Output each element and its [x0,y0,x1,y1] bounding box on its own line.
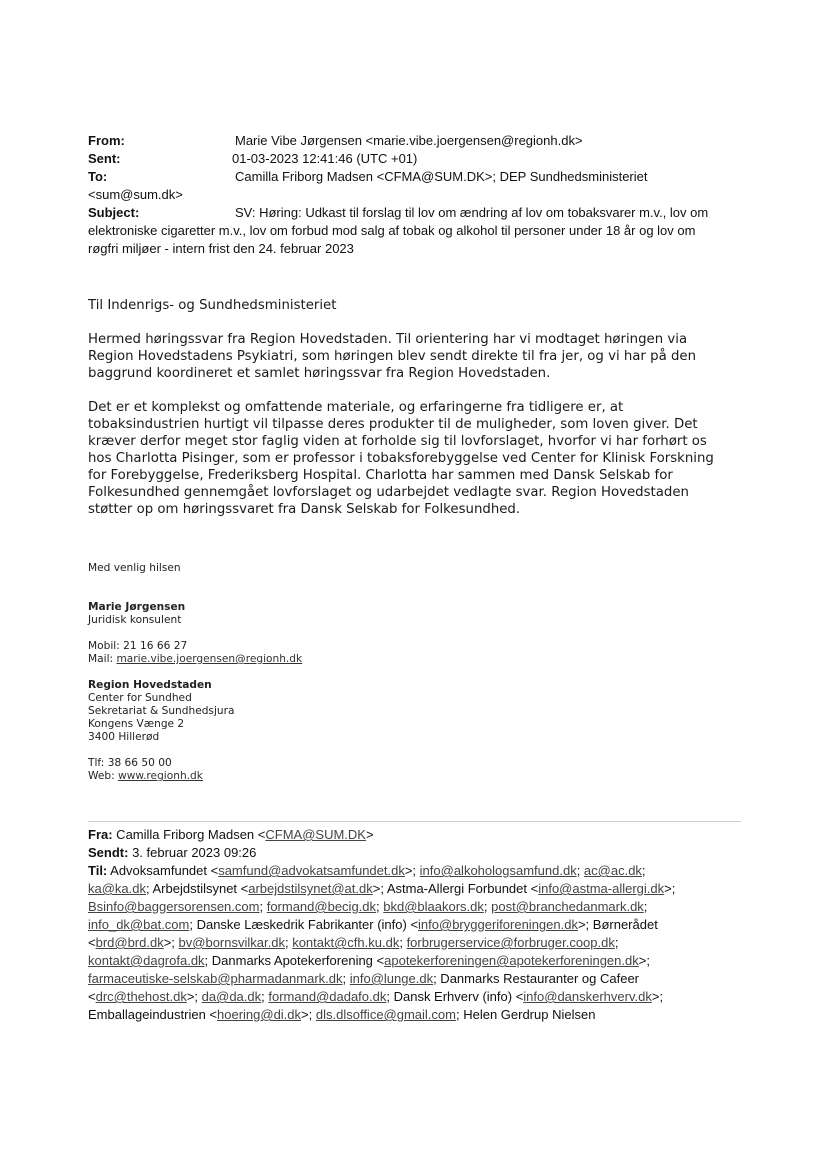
recipient-text: >; Astma-Allergi Forbundet < [372,881,539,896]
recipient-email-link[interactable]: ac@ac.dk [583,863,642,878]
recipient-email-link[interactable]: kontakt@dagrofa.dk [88,953,205,968]
fwd-from-row [88,826,748,844]
greeting-line: Til Indenrigs- og Sundhedsministeriet [88,298,337,313]
recipient-email-link[interactable]: info@astma-allergi.dk [538,881,665,896]
signature-title: Juridisk konsulent [88,614,182,626]
signature-org: Region Hovedstaden [88,679,212,691]
fwd-to-line [88,952,748,970]
recipient-email-link[interactable]: ka@ka.dk [88,881,146,896]
recipient-text: Emballageindustrien < [88,1007,217,1022]
recipient-text: ; Danmarks Restauranter og Cafeer [433,971,640,986]
web-prefix: Web: [88,770,119,782]
paragraph-line: baggrund koordineret et samlet høringssvar fra Region Hovedstaden. [88,366,551,381]
recipient-text: ; [261,989,269,1004]
fwd-to-line [88,988,748,1006]
org-line: Sekretariat & Sundhedsjura [88,705,235,717]
recipient-email-link[interactable]: info@bryggeriforeningen.dk [418,917,578,932]
recipient-text: ; [576,863,584,878]
paragraph-line: for Forebyggelse, Frederiksberg Hospital. Charlotta har sammen med Dansk Selskab for [88,468,673,483]
org-line: Kongens Vænge 2 [88,718,185,730]
sent-value: 01-03-2023 12:41:46 (UTC +01) [232,151,418,166]
recipient-text: ; Arbejdstilsynet < [146,881,249,896]
paragraph-line: Hermed høringssvar fra Region Hovedstaden. Til orientering har vi modtaget høringen via [88,332,688,347]
fwd-to-line [88,1006,748,1024]
recipient-email-link[interactable]: dls.dlsoffice@gmail.com [315,1007,456,1022]
paragraph-line: Det er et komplekst og omfattende materiale, og erfaringerne fra tidligere er, at [88,400,624,415]
subject-value: SV: Høring: Udkast til forslag til lov om ændring af lov om tobaksvarer m.v., lov om [235,205,709,220]
paragraph-line: Region Hovedstadens Psykiatri, som høringen blev sendt direkte til fra jer, og vi har på den [88,349,696,364]
org-line: Center for Sundhed [88,692,192,704]
from-value: Marie Vibe Jørgensen <marie.vibe.joergensen@regionh.dk> [235,133,583,148]
fwd-sent-row [88,844,748,862]
recipient-text: ; [399,935,407,950]
signature-mobile: Mobil: 21 16 66 27 [88,640,188,652]
fwd-to-line [88,862,748,880]
signature-web-row [88,770,302,783]
mail-link[interactable]: marie.vibe.joergensen@regionh.dk [116,653,303,665]
recipient-email-link[interactable]: hoering@di.dk [217,1007,302,1022]
fwd-to-line [88,970,748,988]
paragraph-2 [88,399,738,518]
recipient-email-link[interactable]: info@lunge.dk [349,971,434,986]
recipient-text: ; [643,899,648,914]
recipient-text: >; [163,935,179,950]
recipient-text: ; Dansk Erhverv (info) < [386,989,524,1004]
recipient-text: >; [651,989,664,1004]
recipient-email-link[interactable]: Bsinfo@baggersorensen.com [88,899,260,914]
recipient-text: >; Børnerådet [577,917,658,932]
fwd-to-recipients [88,862,748,1024]
fwd-to-line [88,880,748,898]
recipient-text: ; [614,935,619,950]
sent-label: Sent: [88,151,121,166]
fwd-to-label: Til: [88,863,108,878]
fwd-from-close: > [365,827,374,842]
signature-name: Marie Jørgensen [88,601,186,613]
subject-label: Subject: [88,205,140,220]
web-link[interactable]: www.regionh.dk [118,770,203,782]
email-body [88,297,738,518]
to-value: Camilla Friborg Madsen <CFMA@SUM.DK>; DEP Sundhedsministeriet [235,169,648,184]
org-line: 3400 Hillerød [88,731,160,743]
signature-phone: Tlf: 38 66 50 00 [88,757,172,769]
recipient-email-link[interactable]: drc@thehost.dk [95,989,187,1004]
separator-line [88,821,741,822]
recipient-email-link[interactable]: bv@bornsvilkar.dk [178,935,285,950]
recipient-text: ; [259,899,267,914]
recipient-text: >; [638,953,650,968]
recipient-email-link[interactable]: formand@becig.dk [266,899,377,914]
recipient-email-link[interactable]: info_dk@bat.com [88,917,190,932]
recipient-email-link[interactable]: post@branchedanmark.dk [491,899,644,914]
recipient-email-link[interactable]: da@da.dk [201,989,262,1004]
forwarded-message [88,826,748,1024]
fwd-from-label: Fra: [88,827,113,842]
recipient-email-link[interactable]: arbejdstilsynet@at.dk [248,881,373,896]
mail-prefix: Mail: [88,653,117,665]
greeting [88,297,738,314]
recipient-email-link[interactable]: forbrugerservice@forbruger.coop.dk [406,935,615,950]
recipient-email-link[interactable]: formand@dadafo.dk [268,989,387,1004]
recipient-email-link[interactable]: bkd@blaakors.dk [383,899,484,914]
paragraph-line: tobaksindustrien hurtigt vil tilpasse deres produkter til de muligheder, som loven giver. Det [88,417,698,432]
recipient-text: ; Danmarks Apotekerforening < [204,953,385,968]
fwd-sent-value: 3. februar 2023 09:26 [128,845,257,860]
subject-value-line3: røgfri miljøer - intern frist den 24. februar 2023 [88,241,354,256]
recipient-email-link[interactable]: brd@brd.dk [95,935,164,950]
recipient-text: ; Danske Læskedrik Fabrikanter (info) < [189,917,419,932]
fwd-sent-label: Sendt: [88,845,129,860]
to-value-continued: <sum@sum.dk> [88,187,183,202]
fwd-to-line [88,916,748,934]
fwd-to-line [88,934,748,952]
signature-mail-row [88,653,302,666]
recipient-text: < [88,935,96,950]
recipient-text: ; [641,863,646,878]
to-label: To: [88,169,108,184]
paragraph-line: kræver derfor meget stor faglig viden at forholde sig til lovforslaget, hvorfor vi har forhørt os [88,434,707,449]
signature-block [88,562,302,783]
recipient-text: ; [376,899,384,914]
recipient-text: >; [186,989,202,1004]
fwd-to-line [88,898,748,916]
recipient-text: >; [404,863,420,878]
recipient-text: >; [301,1007,316,1022]
recipient-email-link[interactable]: apotekerforeningen@apotekerforeningen.dk [384,953,639,968]
recipient-email-link[interactable]: samfund@advokatsamfundet.dk [218,863,405,878]
recipient-email-link[interactable]: info@danskerhverv.dk [523,989,652,1004]
email-header [88,132,748,262]
recipient-email-link[interactable]: info@alkohologsamfund.dk [419,863,577,878]
recipient-text: < [88,989,96,1004]
recipient-email-link[interactable]: kontakt@cfh.ku.dk [292,935,400,950]
fwd-from-name: Camilla Friborg Madsen < [112,827,266,842]
paragraph-line: Folkesundhed gennemgået lovforslaget og udarbejdet vedlagte svar. Region Hovedstaden [88,485,689,500]
recipient-email-link[interactable]: farmaceutiske-selskab@pharmadanmark.dk [88,971,343,986]
recipient-text: ; [342,971,350,986]
recipient-text: ; Helen Gerdrup Nielsen [455,1007,596,1022]
from-label: From: [88,133,125,148]
fwd-from-email-link[interactable]: CFMA@SUM.DK [265,827,366,842]
subject-value-line2: elektroniske cigaretter m.v., lov om forbud mod salg af tobak og alkohol til personer under 18 år og lov om [88,223,696,238]
paragraph-1 [88,331,738,382]
recipient-text: ; [483,899,492,914]
recipient-text: ; [284,935,293,950]
paragraph-line: støtter op om høringssvaret fra Dansk Selskab for Folkesundhed. [88,502,521,517]
paragraph-line: hos Charlotta Pisinger, som er professor i tobaksforebyggelse ved Center for Klinisk Forskning [88,451,714,466]
recipient-text: >; [664,881,676,896]
recipient-text: Advoksamfundet < [107,863,219,878]
closing: Med venlig hilsen [88,562,181,574]
